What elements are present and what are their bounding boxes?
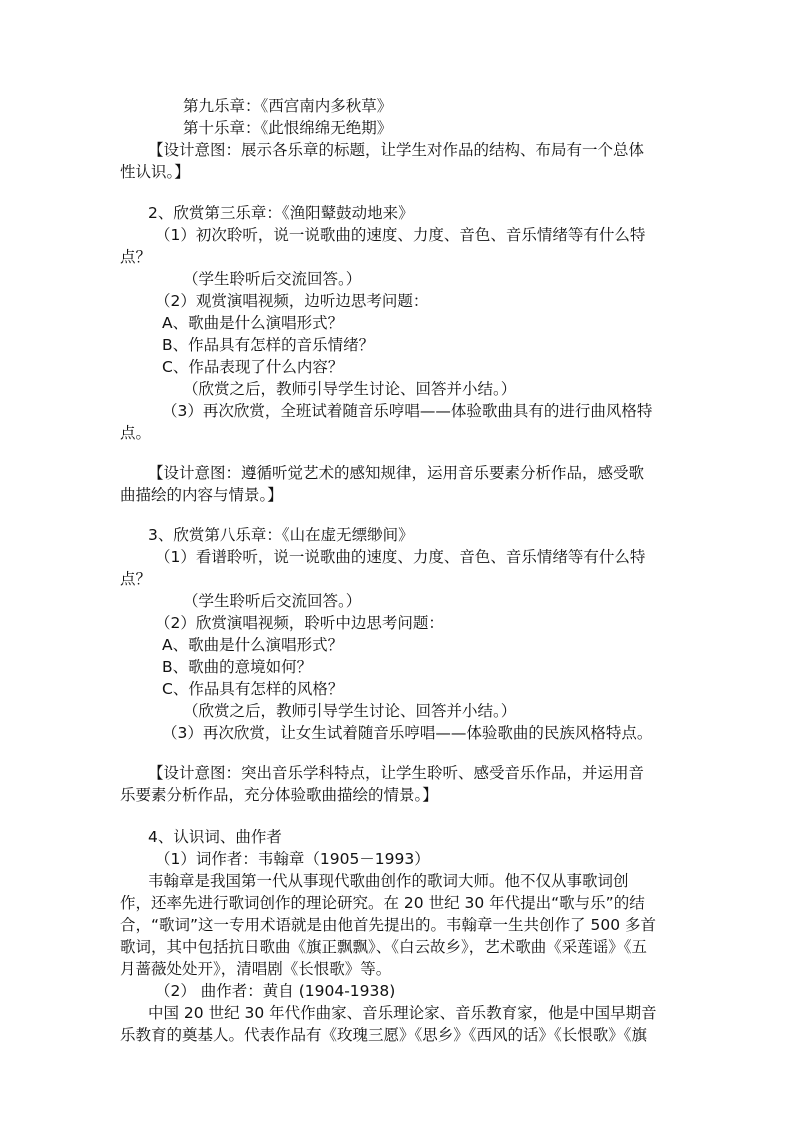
section-2-heading: 2、欣赏第三乐章：《渔阳鼙鼓动地来》	[148, 204, 414, 222]
s3-question-b: B、歌曲的意境如何？	[162, 658, 313, 676]
design-intent-2-line-1: 【设计意图：遵循听觉艺术的感知规律，运用音乐要素分析作品，感受歌	[148, 464, 645, 482]
s2-item-1-line-2: 点？	[120, 248, 152, 266]
s3-question-a: A、歌曲是什么演唱形式？	[162, 636, 344, 654]
s2-item-2: （2）观赏演唱视频，边听边思考问题：	[155, 292, 429, 310]
s3-item-1-line-2: 点？	[120, 570, 152, 588]
s3-item-3: （3）再次欣赏，让女生试着随音乐哼唱——体验歌曲的民族风格特点。	[162, 724, 653, 742]
s2-item-3-line-1: （3）再次欣赏，全班试着随音乐哼唱——体验歌曲具有的进行曲风格特	[162, 402, 653, 420]
lyricist-bio-line-2: 作，还率先进行歌词创作的理论研究。在 20 世纪 30 年代提出“歌与乐”的结	[120, 894, 645, 912]
lyricist-bio-line-4: 歌词，其中包括抗日歌曲《旗正飘飘》、《白云故乡》，艺术歌曲《采莲谣》《五	[120, 938, 648, 956]
s3-item-2: （2）欣赏演唱视频，聆听中边思考问题：	[155, 614, 444, 632]
lyricist-bio-line-3: 合，“歌词”这一专用术语就是由他首先提出的。韦翰章一生共创作了 500 多首	[120, 916, 657, 934]
composer-bio-line-2: 乐教育的奠基人。代表作品有《玫瑰三愿》《思乡》《西风的话》《长恨歌》《旗	[120, 1026, 648, 1044]
movement-10-title: 第十乐章：《此恨绵绵无绝期》	[183, 119, 393, 137]
lyricist-bio-line-5: 月蔷薇处处开》，清唱剧《长恨歌》等。	[120, 960, 392, 978]
s2-question-c: C、作品表现了什么内容？	[162, 358, 344, 376]
s3-note-1: （学生聆听后交流回答。）	[183, 592, 362, 610]
s3-question-c: C、作品具有怎样的风格？	[162, 680, 344, 698]
s2-note-2: （欣赏之后，教师引导学生讨论、回答并小结。）	[183, 380, 517, 398]
s2-note-1: （学生聆听后交流回答。）	[183, 270, 362, 288]
section-3-heading: 3、欣赏第八乐章：《山在虚无缥缈间》	[148, 526, 414, 544]
design-intent-3-line-2: 乐要素分析作品，充分体验歌曲描绘的情景。】	[120, 786, 438, 804]
s3-note-2: （欣赏之后，教师引导学生讨论、回答并小结。）	[183, 702, 517, 720]
lyricist-heading: （1）词作者：韦翰章（1905－1993）	[155, 850, 430, 868]
s2-item-1-line-1: （1）初次聆听，说一说歌曲的速度、力度、音色、音乐情绪等有什么特	[155, 226, 646, 244]
s2-item-3-line-2: 点。	[120, 424, 152, 442]
section-4-heading: 4、认识词、曲作者	[148, 828, 282, 846]
lyricist-bio-line-1: 韦翰章是我国第一代从事现代歌曲创作的歌词大师。他不仅从事歌词创	[148, 872, 629, 890]
movement-9-title: 第九乐章：《西宫南内多秋草》	[183, 97, 393, 115]
composer-heading: （2） 曲作者：黄自 (1904-1938)	[155, 982, 396, 1000]
design-intent-1-line-2: 性认识。】	[120, 163, 190, 181]
design-intent-2-line-2: 曲描绘的内容与情景。】	[120, 486, 283, 504]
design-intent-1-line-1: 【设计意图：展示各乐章的标题，让学生对作品的结构、布局有一个总体	[148, 141, 645, 159]
s3-item-1-line-1: （1）看谱聆听，说一说歌曲的速度、力度、音色、音乐情绪等有什么特	[155, 548, 646, 566]
design-intent-3-line-1: 【设计意图：突出音乐学科特点，让学生聆听、感受音乐作品，并运用音	[148, 764, 645, 782]
composer-bio-line-1: 中国 20 世纪 30 年代作曲家、音乐理论家、音乐教育家，他是中国早期音	[148, 1004, 657, 1022]
s2-question-b: B、作品具有怎样的音乐情绪？	[162, 336, 375, 354]
s2-question-a: A、歌曲是什么演唱形式？	[162, 314, 344, 332]
